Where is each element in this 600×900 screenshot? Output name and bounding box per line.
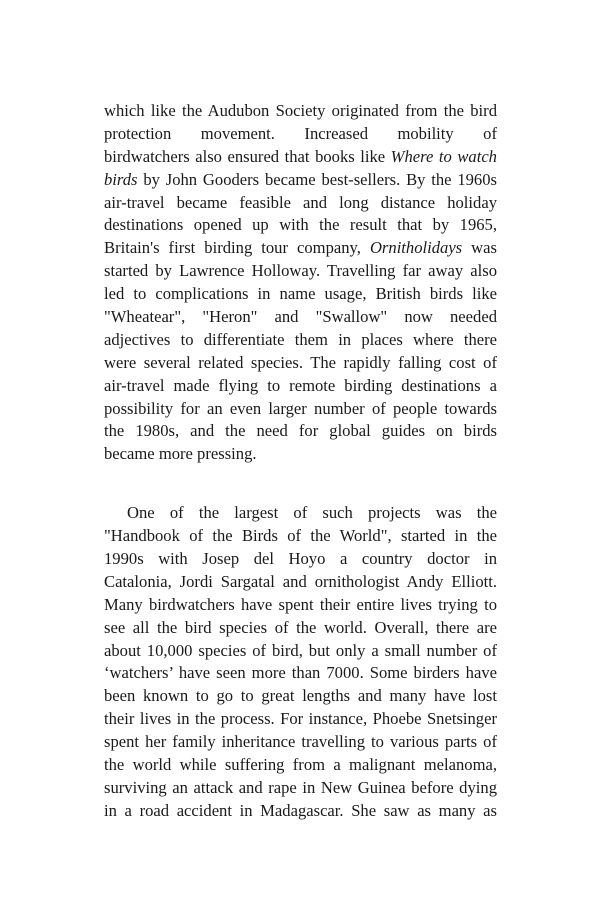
paragraph-spacer [104, 466, 497, 502]
text-run: was [462, 238, 497, 258]
text-run: Britain's first birding tour company, [104, 238, 370, 258]
text-line: spent her family inheritance travelling to various parts of [104, 732, 497, 752]
text-line: the 1980s, and the need for global guides on birds [104, 421, 497, 441]
paragraph-2 [104, 502, 497, 822]
book-title-italic: Where to watch [390, 146, 497, 166]
text-line: ‘watchers’ have seen more than 7000. Some birders have [104, 663, 497, 683]
text-line: surviving an attack and rape in New Guinea before dying [104, 777, 497, 797]
text-line [104, 146, 497, 169]
text-line: led to complications in name usage, British birds like [104, 284, 497, 304]
text-line: started by Lawrence Holloway. Travelling far away also [104, 261, 497, 281]
book-title-italic: birds [104, 169, 138, 189]
text-line: see all the bird species of the world. Overall, there are [104, 617, 497, 637]
text-run: birdwatchers also ensured that books like [104, 146, 391, 166]
text-line: protection movement. Increased mobility of [104, 123, 497, 143]
text-line: "Wheatear", "Heron" and "Swallow" now needed [104, 307, 497, 327]
text-line: 1990s with Josep del Hoyo a country doctor in [104, 549, 497, 569]
text-line [104, 237, 497, 260]
text-line: air-travel made flying to remote birding destinations a [104, 375, 497, 395]
text-line: about 10,000 species of bird, but only a small number of [104, 640, 497, 660]
text-line: became more pressing. [104, 444, 257, 464]
text-line: the world while suffering from a malignant melanoma, [104, 755, 497, 775]
text-line: in a road accident in Madagascar. She saw as many as [104, 800, 497, 820]
text-line: destinations opened up with the result that by 1965, [104, 215, 497, 235]
text-line: "Handbook of the Birds of the World", started in the [104, 526, 497, 546]
text-line: possibility for an even larger number of people towards [104, 398, 497, 418]
company-name-italic: Ornitholidays [369, 238, 463, 258]
text-line: Catalonia, Jordi Sargatal and ornithologist Andy Elliott. [104, 571, 497, 591]
text-line [104, 169, 497, 192]
book-page [104, 100, 497, 823]
text-line: adjectives to differentiate them in places where there [104, 329, 497, 349]
paragraph-1 [104, 100, 497, 466]
text-line: were several related species. The rapidly falling cost of [104, 352, 497, 372]
text-line: air-travel became feasible and long distance holiday [104, 192, 497, 212]
text-line: their lives in the process. For instance, Phoebe Snetsinger [104, 709, 497, 729]
text-line: been known to go to great lengths and many have lost [104, 686, 497, 706]
text-line: which like the Audubon Society originated from the bird [104, 101, 497, 120]
text-run: by John Gooders became best-sellers. By the 1960s [137, 169, 497, 189]
text-line: One of the largest of such projects was the [127, 503, 497, 523]
text-line: Many birdwatchers have spent their entire lives trying to [104, 594, 497, 614]
